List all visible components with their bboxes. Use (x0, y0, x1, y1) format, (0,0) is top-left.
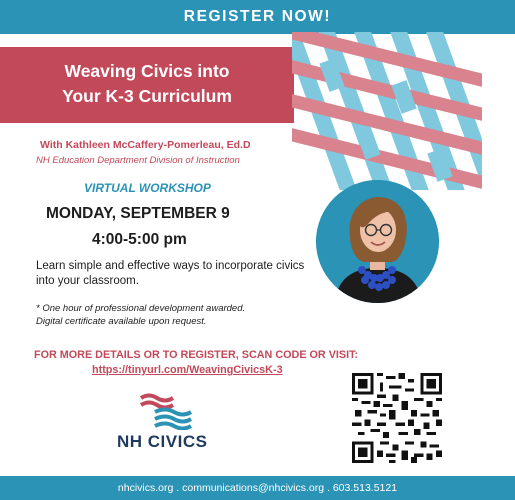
nh-civics-logo (117, 392, 237, 458)
logo-text: NH CIVICS (117, 432, 208, 451)
pd-note-line-1: * One hour of professional development awarded. (36, 303, 246, 314)
call-to-action: FOR MORE DETAILS OR TO REGISTER, SCAN CODE OR VISIT: (34, 349, 359, 361)
presenter-name: With Kathleen McCaffery-Pomerleau, Ed.D (40, 139, 251, 151)
qr-code[interactable] (352, 373, 442, 463)
event-time: 4:00-5:00 pm (92, 231, 187, 248)
event-date: MONDAY, SEPTEMBER 9 (46, 205, 230, 222)
title-line-2: Your K-3 Curriculum (62, 86, 232, 106)
register-now-banner[interactable]: REGISTER NOW! (0, 0, 515, 34)
pd-note-line-2: Digital certificate available upon request. (36, 316, 207, 327)
nh-civics-flag-logo-icon (139, 392, 193, 430)
presenter-organization: NH Education Department Division of Instruction (36, 155, 240, 166)
pd-note (36, 302, 316, 328)
presenter-portrait-photo (316, 180, 439, 303)
portrait-photo-icon (316, 180, 439, 303)
workshop-type: VIRTUAL WORKSHOP (84, 181, 211, 195)
event-description: Learn simple and effective ways to incorporate civics into your classroom. (36, 260, 305, 287)
title-line-1: Weaving Civics into (64, 61, 230, 81)
registration-link[interactable]: https://tinyurl.com/WeavingCivicsK-3 (92, 364, 283, 376)
weave-graphic-icon (292, 32, 482, 190)
workshop-title (0, 47, 294, 123)
qr-code-icon (352, 373, 442, 463)
footer-contact: nhcivics.org . communications@nhcivics.org . 603.513.5121 (0, 476, 515, 500)
